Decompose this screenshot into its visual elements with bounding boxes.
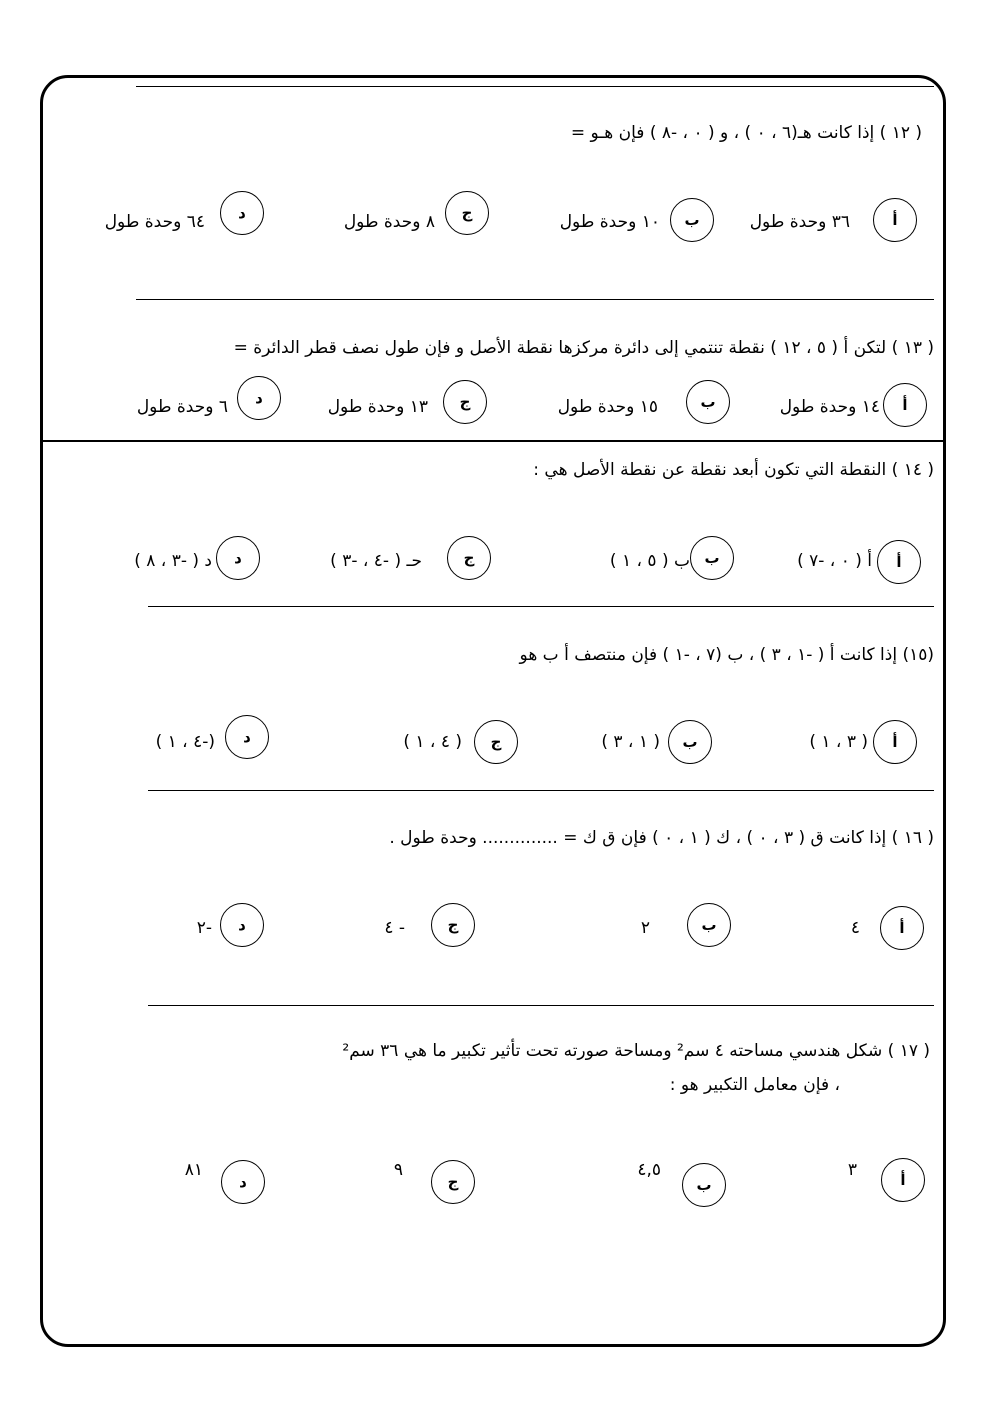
q17-option-circle[interactable]: د bbox=[221, 1160, 265, 1204]
page-border bbox=[40, 75, 946, 1347]
q12-option-text: ٦٤ وحدة طول bbox=[104, 212, 205, 232]
q17-option-text: ٨١ bbox=[184, 1160, 203, 1180]
q16-option-text: ٢ bbox=[640, 918, 650, 938]
divider bbox=[136, 299, 934, 300]
q15-option-circle[interactable]: ب bbox=[668, 720, 712, 764]
q14-option-text: ب ( ٥ ، ١ ) bbox=[609, 551, 690, 571]
question-17-text-line2: ، فإن معامل التكبير هو : bbox=[669, 1075, 840, 1095]
divider bbox=[148, 606, 934, 607]
q12-option-text: ٣٦ وحدة طول bbox=[749, 212, 850, 232]
divider bbox=[40, 440, 945, 442]
question-16-text: ( ١٦ ) إذا كانت ق ( ٣ ، ٠ ) ، ك ( ١ ، ٠ ) فإن ق ك = .............. وحدة طول . bbox=[389, 828, 934, 848]
q14-option-circle[interactable]: أ bbox=[877, 540, 921, 584]
q17-option-text: ٤,٥ bbox=[637, 1160, 661, 1180]
q13-option-text: ٦ وحدة طول bbox=[136, 397, 228, 417]
divider bbox=[148, 790, 934, 791]
q14-option-text: د ( -٣ ، ٨ ) bbox=[134, 551, 212, 571]
q15-option-text: ( ٣ ، ١ ) bbox=[809, 732, 868, 752]
q15-option-text: (-٤ ، ١ ) bbox=[155, 732, 215, 752]
q13-option-circle[interactable]: ب bbox=[686, 380, 730, 424]
q15-option-text: ( ٤ ، ١ ) bbox=[403, 732, 462, 752]
q15-option-circle[interactable]: ج bbox=[474, 720, 518, 764]
q14-option-circle[interactable]: د bbox=[216, 536, 260, 580]
q15-option-circle[interactable]: د bbox=[225, 715, 269, 759]
q17-option-circle[interactable]: أ bbox=[881, 1158, 925, 1202]
divider bbox=[136, 86, 934, 87]
question-15-text: (١٥) إذا كانت أ ( -١ ، ٣ ) ، ب (٧ ، -١ ) فإن منتصف أ ب هو bbox=[519, 645, 934, 665]
question-13-text: ( ١٣ ) لتكن أ ( ٥ ، ١٢ ) نقطة تنتمي إلى دائرة مركزها نقطة الأصل و فإن طول نصف قطر الدائرة = bbox=[233, 338, 934, 358]
question-14-text: ( ١٤ ) النقطة التي تكون أبعد نقطة عن نقطة الأصل هي : bbox=[533, 460, 934, 480]
q12-option-circle[interactable]: ج bbox=[445, 191, 489, 235]
q17-option-text: ٩ bbox=[393, 1160, 403, 1180]
q13-option-circle[interactable]: ج bbox=[443, 380, 487, 424]
q17-option-circle[interactable]: ب bbox=[682, 1163, 726, 1207]
q17-option-circle[interactable]: ج bbox=[431, 1160, 475, 1204]
q15-option-circle[interactable]: أ bbox=[873, 720, 917, 764]
q13-option-text: ١٤ وحدة طول bbox=[779, 397, 880, 417]
question-12-text: ( ١٢ ) إذا كانت هـ(٦ ، ٠ ) ، و ( ٠ ، -٨ ) فإن هـو = bbox=[570, 123, 922, 143]
q12-option-circle[interactable]: أ bbox=[873, 198, 917, 242]
q16-option-text: -٢ bbox=[196, 918, 212, 938]
q13-option-circle[interactable]: د bbox=[237, 376, 281, 420]
q17-option-text: ٣ bbox=[847, 1160, 857, 1180]
q14-option-circle[interactable]: ب bbox=[690, 536, 734, 580]
q13-option-circle[interactable]: أ bbox=[883, 383, 927, 427]
q16-option-circle[interactable]: ب bbox=[687, 903, 731, 947]
divider bbox=[148, 1005, 934, 1006]
q16-option-circle[interactable]: د bbox=[220, 903, 264, 947]
q12-option-circle[interactable]: د bbox=[220, 191, 264, 235]
q12-option-text: ٨ وحدة طول bbox=[343, 212, 435, 232]
q13-option-text: ١٥ وحدة طول bbox=[557, 397, 658, 417]
q14-option-text: حـ ( -٤ ، -٣ ) bbox=[330, 551, 422, 571]
q16-option-text: ٤ bbox=[850, 918, 860, 938]
q12-option-circle[interactable]: ب bbox=[670, 198, 714, 242]
q13-option-text: ١٣ وحدة طول bbox=[327, 397, 428, 417]
q14-option-text: أ ( ٠ ، -٧ ) bbox=[797, 551, 872, 571]
q14-option-circle[interactable]: ج bbox=[447, 536, 491, 580]
q16-option-circle[interactable]: أ bbox=[880, 906, 924, 950]
q15-option-text: ( ١ ، ٣ ) bbox=[601, 732, 660, 752]
q16-option-text: - ٤ bbox=[384, 918, 405, 938]
q12-option-text: ١٠ وحدة طول bbox=[559, 212, 660, 232]
question-17-text: ( ١٧ ) شكل هندسي مساحته ٤ سم² ومساحة صورته تحت تأثير تكبير ما هي ٣٦ سم² bbox=[342, 1041, 930, 1061]
q16-option-circle[interactable]: ج bbox=[431, 903, 475, 947]
